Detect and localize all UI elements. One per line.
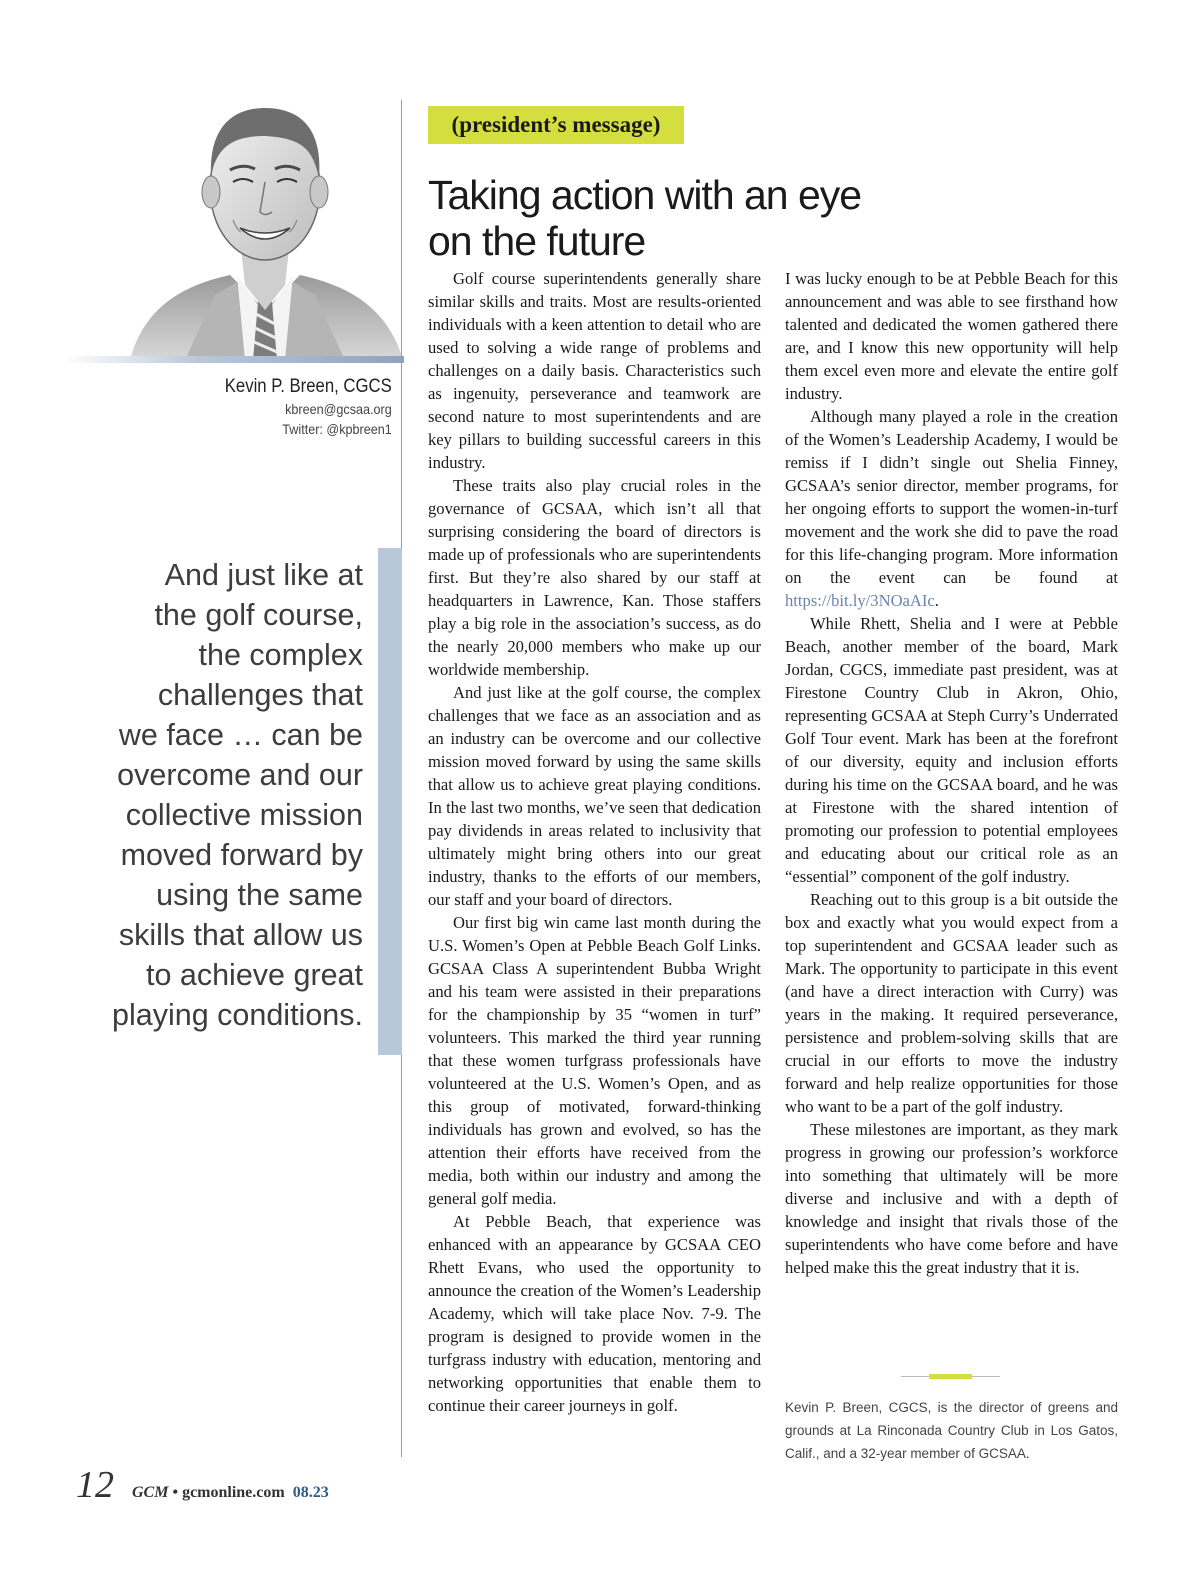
folio-separator: • (172, 1484, 179, 1501)
body-paragraph: And just like at the golf course, the complex challenges that we face as an association and as an industry can be overcome and our collective mission moved forward by using the same skills that allow us to achieve great playing conditions. In the last two months, we’ve seen that dedication pay dividends in areas related to inclusivity that ultimately might bring others into our great industry, thanks to the efforts of our members, our staff and your board of directors. (428, 683, 761, 909)
author-bio: Kevin P. Breen, CGCS, is the director of greens and grounds at La Rinconada Country Club in Los Gatos, Calif., and a 32-year member of GCSAA. (785, 1400, 1118, 1461)
body-paragraph: While Rhett, Shelia and I were at Pebble Beach, another member of the board, Mark Jordan, CGCS, immediate past president, was at Firestone Country Club in Akron, Ohio, representing GCSAA at Steph Curry’s Underrated Golf Tour event. Mark has been at the forefront of our diversity, equity and inclusion efforts during his time on the GCSAA board, and he was at Firestone with the shared intention of promoting our profession to potential employees and educating about our critical role as an “essential” component of the golf industry. (785, 614, 1118, 886)
body-text: Although many played a role in the creation of the Women’s Leadership Academy, I would be remiss if I didn’t single out Shelia Finney, GCSAA’s senior director, member programs, for her ongoing efforts to support the women-in-turf movement and the work she did to pave the road for this life-changing program. More information on the event can be found at (785, 407, 1118, 587)
headline-line: Taking action with an eye (428, 172, 862, 218)
pull-quote-line: And just like at (164, 558, 363, 592)
body-paragraph: These traits also play crucial roles in the governance of GCSAA, which isn’t all that surprising considering the board of directors is made up of professionals who are superintendents first. But they’re also shared by our staff at headquarters in Lawrence, Kan. Those staffers play a big role in the association’s success, as do the nearly 20,000 members who make up our worldwide membership. (428, 476, 761, 679)
pull-quote-line: the golf course, (154, 598, 363, 632)
pull-quote-line: using the same (156, 878, 363, 912)
body-column-left (428, 267, 761, 1417)
pull-quote (60, 555, 363, 1035)
author-name: Kevin P. Breen, CGCS (225, 376, 392, 397)
pull-quote-line: we face … can be (118, 718, 363, 752)
pull-quote-line: collective mission (125, 798, 363, 832)
author-twitter[interactable]: Twitter: @kpbreen1 (282, 421, 392, 437)
pull-quote-line: playing conditions. (112, 998, 363, 1032)
body-paragraph-with-link (785, 405, 1118, 612)
section-label (428, 106, 684, 144)
body-paragraph: These milestones are important, as they mark progress in growing our profession’s workforce into something that ultimately will be more diverse and inclusive and with a depth of knowledge and insight that rivals those of the superintendents who have come before and have helped make this the great industry that it is. (785, 1120, 1118, 1277)
magazine-name: GCM (132, 1484, 169, 1501)
page-folio (76, 1463, 329, 1505)
body-paragraph: Reaching out to this group is a bit outside the box and exactly what you would expect from a top superintendent and GCSAA leader such as Mark. The opportunity to participate in this event (and have a direct interaction with Curry) was years in the making. It required perseverance, persistence and problem-solving skills that are crucial in our efforts to move the industry forward and help realize opportunities for those who want to be a part of the golf industry. (785, 890, 1118, 1116)
body-paragraph: At Pebble Beach, that experience was enhanced with an appearance by GCSAA CEO Rhett Evans, who used the opportunity to announce the creation of the Women’s Leadership Academy, which will take place Nov. 7-9. The program is designed to provide women in the turfgrass industry with education, mentoring and networking opportunities that enable them to continue their career journeys in golf. (428, 1212, 761, 1415)
portrait-underline-rule (62, 356, 404, 363)
headline-line: on the future (428, 218, 646, 264)
pull-quote-line: overcome and our (117, 758, 363, 792)
body-paragraph: I was lucky enough to be at Pebble Beach for this announcement and was able to see firsthand how talented and dedicated the women gathered there are, and I know this new opportunity will help them excel even more and elevate the entire golf industry. (785, 269, 1118, 403)
pull-quote-line: the complex (198, 638, 363, 672)
bio-divider-accent (929, 1374, 972, 1379)
author-portrait (125, 70, 405, 360)
magazine-website[interactable]: gcmonline.com (182, 1484, 285, 1501)
pull-quote-line: skills that allow us (118, 918, 363, 952)
article-headline (428, 172, 988, 264)
author-block (202, 375, 392, 439)
body-column-right (785, 267, 1118, 1279)
body-paragraph: Our first big win came last month during the U.S. Women’s Open at Pebble Beach Golf Links. GCSAA Class A superintendent Bubba Wright and his team were assisted in their preparations for the championship by 35 “women in turf” volunteers. This marked the third year running that these women turfgrass professionals have volunteered at the U.S. Women’s Open, and as this group of motivated, forward-thinking individuals has grown and evolved, so has the attention their efforts have received from the media, both within our industry and among the general golf media. (428, 913, 761, 1208)
section-label-text: (president’s message) (451, 112, 661, 137)
issue-date: 08.23 (292, 1484, 329, 1501)
pull-quote-line: to achieve great (145, 958, 363, 992)
author-email[interactable]: kbreen@gcsaa.org (285, 401, 392, 417)
body-paragraph: Golf course superintendents generally share similar skills and traits. Most are results-oriented individuals with a keen attention to detail who are used to solving a wide range of problems and challenges on a daily basis. Characteristics such as ingenuity, perseverance and teamwork are second nature to most superintendents and are key pillars to building successful careers in this industry. (428, 269, 761, 472)
event-info-link[interactable]: https://bit.ly/3NOaAIc (785, 591, 935, 610)
pull-quote-accent-bar (378, 548, 402, 1055)
page-number: 12 (76, 1464, 114, 1506)
body-text: . (934, 591, 939, 610)
pull-quote-line: challenges that (157, 678, 363, 712)
pull-quote-line: moved forward by (120, 838, 363, 872)
